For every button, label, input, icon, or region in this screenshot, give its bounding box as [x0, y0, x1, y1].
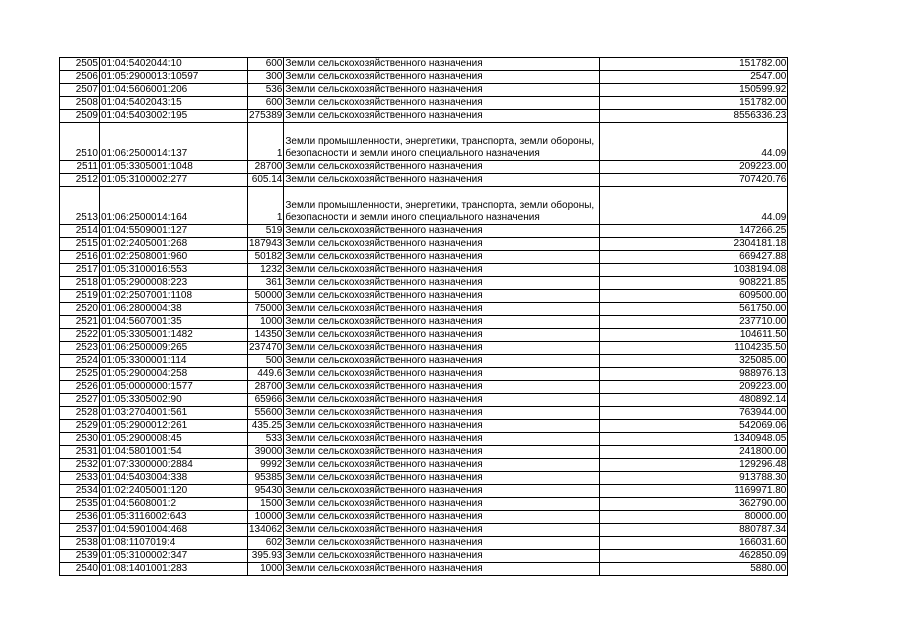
- cadastral-value-cell: 908221.85: [600, 277, 788, 290]
- table-row: [60, 71, 788, 84]
- cadastral-number-cell: 01:04:5606001:206: [100, 84, 248, 97]
- row-number-cell: 2539: [60, 550, 100, 563]
- row-number-cell: 2506: [60, 71, 100, 84]
- cadastral-number-cell: 01:02:2405001:268: [100, 238, 248, 251]
- cadastral-value-cell: 913788.30: [600, 472, 788, 485]
- area-cell: 28700: [248, 381, 284, 394]
- cadastral-value-cell: 44.09: [600, 123, 788, 161]
- land-category-cell: Земли сельскохозяйственного назначения: [284, 161, 600, 174]
- cadastral-value-cell: 1104235.50: [600, 342, 788, 355]
- area-cell: 50182: [248, 251, 284, 264]
- land-category-cell: Земли сельскохозяйственного назначения: [284, 407, 600, 420]
- cadastral-number-cell: 01:05:3100016:553: [100, 264, 248, 277]
- land-category-cell: Земли сельскохозяйственного назначения: [284, 290, 600, 303]
- land-category-cell: Земли сельскохозяйственного назначения: [284, 537, 600, 550]
- table-row: [60, 225, 788, 238]
- area-cell: 237470: [249, 342, 283, 353]
- table-row: [60, 161, 788, 174]
- table-row: [60, 524, 788, 537]
- area-cell: 449.6: [248, 368, 284, 381]
- area-cell: 395.93: [248, 550, 284, 563]
- cadastral-value-cell: 209223.00: [600, 381, 788, 394]
- area-cell: 600: [248, 97, 284, 110]
- cadastral-value-cell: 1169971.80: [600, 485, 788, 498]
- row-number-cell: 2536: [60, 511, 100, 524]
- row-number-cell: 2517: [60, 264, 100, 277]
- land-category-cell: Земли сельскохозяйственного назначения: [284, 433, 600, 446]
- land-category-cell: Земли промышленности, энергетики, транспорта, земли обороны, безопасности и земли иного специального назначения: [284, 123, 600, 161]
- cadastral-value-cell: 1340948.05: [600, 433, 788, 446]
- cadastral-number-cell: 01:03:2704001:561: [100, 407, 248, 420]
- row-number-cell: 2521: [60, 316, 100, 329]
- table-row: [60, 251, 788, 264]
- table-row: [60, 498, 788, 511]
- table-row: [60, 84, 788, 97]
- area-cell: 50000: [248, 290, 284, 303]
- row-number-cell: 2532: [60, 459, 100, 472]
- cadastral-value-cell: 880787.34: [600, 524, 788, 537]
- cadastral-value-cell: 237710.00: [600, 316, 788, 329]
- row-number-cell: 2507: [60, 84, 100, 97]
- land-category-cell: Земли сельскохозяйственного назначения: [284, 498, 600, 511]
- row-number-cell: 2538: [60, 537, 100, 550]
- cadastral-number-cell: 01:05:3305001:1482: [100, 329, 248, 342]
- cadastral-value-cell: 669427.88: [600, 251, 788, 264]
- row-number-cell: 2510: [60, 123, 100, 161]
- row-number-cell: 2528: [60, 407, 100, 420]
- table-row: [60, 329, 788, 342]
- cadastral-number-cell: 01:05:2900008:223: [100, 277, 248, 290]
- cadastral-value-cell: 44.09: [600, 187, 788, 225]
- area-cell: 361: [248, 277, 284, 290]
- table-row: [60, 58, 788, 71]
- land-category-cell: Земли сельскохозяйственного назначения: [284, 394, 600, 407]
- cadastral-value-cell: 561750.00: [600, 303, 788, 316]
- table-row: [60, 355, 788, 368]
- cadastral-number-cell: 01:06:2500009:265: [100, 342, 248, 355]
- row-number-cell: 2534: [60, 485, 100, 498]
- table-row: [60, 368, 788, 381]
- row-number-cell: 2513: [60, 187, 100, 225]
- land-category-cell: Земли сельскохозяйственного назначения: [284, 472, 600, 485]
- cadastral-number-cell: 01:04:5402043:15: [100, 97, 248, 110]
- row-number-cell: 2533: [60, 472, 100, 485]
- land-category-cell: Земли сельскохозяйственного назначения: [284, 511, 600, 524]
- land-category-cell: Земли сельскохозяйственного назначения: [284, 97, 600, 110]
- cadastral-value-cell: 129296.48: [600, 459, 788, 472]
- cadastral-number-cell: 01:06:2500014:164: [100, 187, 248, 225]
- row-number-cell: 2523: [60, 342, 100, 355]
- cadastral-value-cell: 104611.50: [600, 329, 788, 342]
- cadastral-value-cell: 5880.00: [600, 563, 788, 576]
- area-cell: 533: [248, 433, 284, 446]
- cadastral-number-cell: 01:02:2507001:1108: [100, 290, 248, 303]
- cadastral-number-cell: 01:04:5403004:338: [100, 472, 248, 485]
- cadastral-value-cell: 325085.00: [600, 355, 788, 368]
- table-row: [60, 97, 788, 110]
- cadastral-value-cell: 151782.00: [600, 97, 788, 110]
- row-number-cell: 2530: [60, 433, 100, 446]
- cadastral-value-cell: 707420.76: [600, 174, 788, 187]
- cadastral-number-cell: 01:08:1107019:4: [100, 537, 248, 550]
- land-parcel-table: [59, 57, 788, 576]
- area-cell: 10000: [248, 511, 284, 524]
- cadastral-value-cell: 241800.00: [600, 446, 788, 459]
- row-number-cell: 2531: [60, 446, 100, 459]
- cadastral-value-cell: 480892.14: [600, 394, 788, 407]
- table-row: [60, 537, 788, 550]
- cadastral-value-cell: 166031.60: [600, 537, 788, 550]
- land-category-cell: Земли сельскохозяйственного назначения: [284, 381, 600, 394]
- row-number-cell: 2535: [60, 498, 100, 511]
- table-row: [60, 472, 788, 485]
- land-category-cell: Земли сельскохозяйственного назначения: [284, 277, 600, 290]
- table-row: [60, 459, 788, 472]
- cadastral-number-cell: 01:04:5403002:195: [100, 110, 248, 123]
- cadastral-number-cell: 01:05:2900012:261: [100, 420, 248, 433]
- cadastral-value-cell: 80000.00: [600, 511, 788, 524]
- area-cell: 519: [248, 225, 284, 238]
- row-number-cell: 2537: [60, 524, 100, 537]
- table-row: [60, 277, 788, 290]
- cadastral-number-cell: 01:05:3100002:277: [100, 174, 248, 187]
- cadastral-number-cell: 01:05:0000000:1577: [100, 381, 248, 394]
- area-cell: 9992: [248, 459, 284, 472]
- cadastral-number-cell: 01:06:2500014:137: [100, 123, 248, 161]
- row-number-cell: 2515: [60, 238, 100, 251]
- table-row: [60, 446, 788, 459]
- area-cell: 39000: [248, 446, 284, 459]
- cadastral-number-cell: 01:04:5607001:35: [100, 316, 248, 329]
- area-cell: 602: [248, 537, 284, 550]
- land-category-cell: Земли сельскохозяйственного назначения: [284, 58, 600, 71]
- cadastral-value-cell: 2304181.18: [600, 238, 788, 251]
- row-number-cell: 2520: [60, 303, 100, 316]
- row-number-cell: 2522: [60, 329, 100, 342]
- cadastral-value-cell: 362790.00: [600, 498, 788, 511]
- row-number-cell: 2516: [60, 251, 100, 264]
- area-cell: 605.14: [248, 174, 284, 187]
- land-category-cell: Земли сельскохозяйственного назначения: [284, 174, 600, 187]
- cadastral-number-cell: 01:07:3300000:2884: [100, 459, 248, 472]
- cadastral-number-cell: 01:08:1401001:283: [100, 563, 248, 576]
- area-cell: 134062: [249, 524, 283, 535]
- land-category-cell: Земли промышленности, энергетики, транспорта, земли обороны, безопасности и земли иного специального назначения: [284, 187, 600, 225]
- cadastral-number-cell: 01:04:5402044:10: [100, 58, 248, 71]
- land-category-cell: Земли сельскохозяйственного назначения: [284, 303, 600, 316]
- area-cell: 300: [248, 71, 284, 84]
- land-category-cell: Земли сельскохозяйственного назначения: [284, 84, 600, 97]
- cadastral-number-cell: 01:04:5901004:468: [100, 524, 248, 537]
- area-cell: 435.25: [248, 420, 284, 433]
- area-cell: 187943: [249, 238, 283, 249]
- row-number-cell: 2509: [60, 110, 100, 123]
- cadastral-number-cell: 01:06:2800004:38: [100, 303, 248, 316]
- area-cell: 500: [248, 355, 284, 368]
- row-number-cell: 2518: [60, 277, 100, 290]
- land-category-cell: Земли сельскохозяйственного назначения: [284, 316, 600, 329]
- table-row: [60, 316, 788, 329]
- cadastral-number-cell: 01:04:5801001:54: [100, 446, 248, 459]
- land-category-cell: Земли сельскохозяйственного назначения: [284, 420, 600, 433]
- row-number-cell: 2524: [60, 355, 100, 368]
- land-category-cell: Земли сельскохозяйственного назначения: [284, 264, 600, 277]
- area-cell: 14350: [248, 329, 284, 342]
- cadastral-value-cell: 8556336.23: [600, 110, 788, 123]
- table-row: [60, 381, 788, 394]
- area-cell: 1000: [248, 563, 284, 576]
- row-number-cell: 2527: [60, 394, 100, 407]
- land-category-cell: Земли сельскохозяйственного назначения: [284, 110, 600, 123]
- area-cell: 1000: [248, 316, 284, 329]
- cadastral-number-cell: 01:05:3305002:90: [100, 394, 248, 407]
- cadastral-value-cell: 609500.00: [600, 290, 788, 303]
- cadastral-value-cell: 542069.06: [600, 420, 788, 433]
- area-cell: 1232: [248, 264, 284, 277]
- cadastral-value-cell: 151782.00: [600, 58, 788, 71]
- land-category-cell: Земли сельскохозяйственного назначения: [284, 225, 600, 238]
- table-row: [60, 485, 788, 498]
- land-category-cell: Земли сельскохозяйственного назначения: [284, 238, 600, 251]
- land-category-cell: Земли сельскохозяйственного назначения: [284, 485, 600, 498]
- row-number-cell: 2519: [60, 290, 100, 303]
- area-cell: 600: [248, 58, 284, 71]
- area-cell: 1500: [248, 498, 284, 511]
- row-number-cell: 2525: [60, 368, 100, 381]
- table-row: [60, 394, 788, 407]
- row-number-cell: 2508: [60, 97, 100, 110]
- row-number-cell: 2526: [60, 381, 100, 394]
- area-cell: 1: [248, 187, 284, 225]
- area-cell: 65966: [248, 394, 284, 407]
- cadastral-value-cell: 2547.00: [600, 71, 788, 84]
- table-row: [60, 407, 788, 420]
- cadastral-number-cell: 01:04:5509001:127: [100, 225, 248, 238]
- area-cell: 28700: [248, 161, 284, 174]
- cadastral-value-cell: 763944.00: [600, 407, 788, 420]
- table-row: [60, 290, 788, 303]
- cadastral-value-cell: 209223.00: [600, 161, 788, 174]
- land-category-cell: Земли сельскохозяйственного назначения: [284, 550, 600, 563]
- row-number-cell: 2505: [60, 58, 100, 71]
- cadastral-value-cell: 150599.92: [600, 84, 788, 97]
- land-category-cell: Земли сельскохозяйственного назначения: [284, 71, 600, 84]
- table-row: [60, 238, 788, 251]
- cadastral-number-cell: 01:02:2508001:960: [100, 251, 248, 264]
- land-category-cell: Земли сельскохозяйственного назначения: [284, 251, 600, 264]
- cadastral-number-cell: 01:05:2900008:45: [100, 433, 248, 446]
- land-category-cell: Земли сельскохозяйственного назначения: [284, 355, 600, 368]
- cadastral-number-cell: 01:05:2900013:10597: [100, 71, 248, 84]
- table-row: [60, 563, 788, 576]
- area-cell: 75000: [248, 303, 284, 316]
- area-cell: 1: [248, 123, 284, 161]
- area-cell: 95430: [248, 485, 284, 498]
- area-cell: 55600: [248, 407, 284, 420]
- table-row: [60, 511, 788, 524]
- table-row: [60, 123, 788, 161]
- land-category-cell: Земли сельскохозяйственного назначения: [284, 563, 600, 576]
- table-row: [60, 174, 788, 187]
- row-number-cell: 2511: [60, 161, 100, 174]
- table-row: [60, 342, 788, 355]
- row-number-cell: 2514: [60, 225, 100, 238]
- cadastral-number-cell: 01:05:3116002:643: [100, 511, 248, 524]
- land-category-cell: Земли сельскохозяйственного назначения: [284, 459, 600, 472]
- table-row: [60, 264, 788, 277]
- land-category-cell: Земли сельскохозяйственного назначения: [284, 329, 600, 342]
- area-cell: 275389: [249, 110, 283, 121]
- table-row: [60, 550, 788, 563]
- row-number-cell: 2529: [60, 420, 100, 433]
- land-category-cell: Земли сельскохозяйственного назначения: [284, 368, 600, 381]
- table-row: [60, 433, 788, 446]
- row-number-cell: 2512: [60, 174, 100, 187]
- cadastral-number-cell: 01:05:3100002:347: [100, 550, 248, 563]
- cadastral-number-cell: 01:05:3300001:114: [100, 355, 248, 368]
- cadastral-value-cell: 988976.13: [600, 368, 788, 381]
- land-category-cell: Земли сельскохозяйственного назначения: [284, 342, 600, 355]
- cadastral-number-cell: 01:04:5608001:2: [100, 498, 248, 511]
- table-row: [60, 187, 788, 225]
- land-category-cell: Земли сельскохозяйственного назначения: [284, 446, 600, 459]
- cadastral-value-cell: 1038194.08: [600, 264, 788, 277]
- cadastral-number-cell: 01:02:2405001:120: [100, 485, 248, 498]
- table-row: [60, 303, 788, 316]
- cadastral-number-cell: 01:05:3305001:1048: [100, 161, 248, 174]
- table-row: [60, 420, 788, 433]
- cadastral-value-cell: 147266.25: [600, 225, 788, 238]
- land-category-cell: Земли сельскохозяйственного назначения: [284, 524, 600, 537]
- table-row: [60, 110, 788, 123]
- row-number-cell: 2540: [60, 563, 100, 576]
- table-body: [60, 58, 788, 576]
- area-cell: 536: [248, 84, 284, 97]
- cadastral-number-cell: 01:05:2900004:258: [100, 368, 248, 381]
- cadastral-value-cell: 462850.09: [600, 550, 788, 563]
- area-cell: 95385: [248, 472, 284, 485]
